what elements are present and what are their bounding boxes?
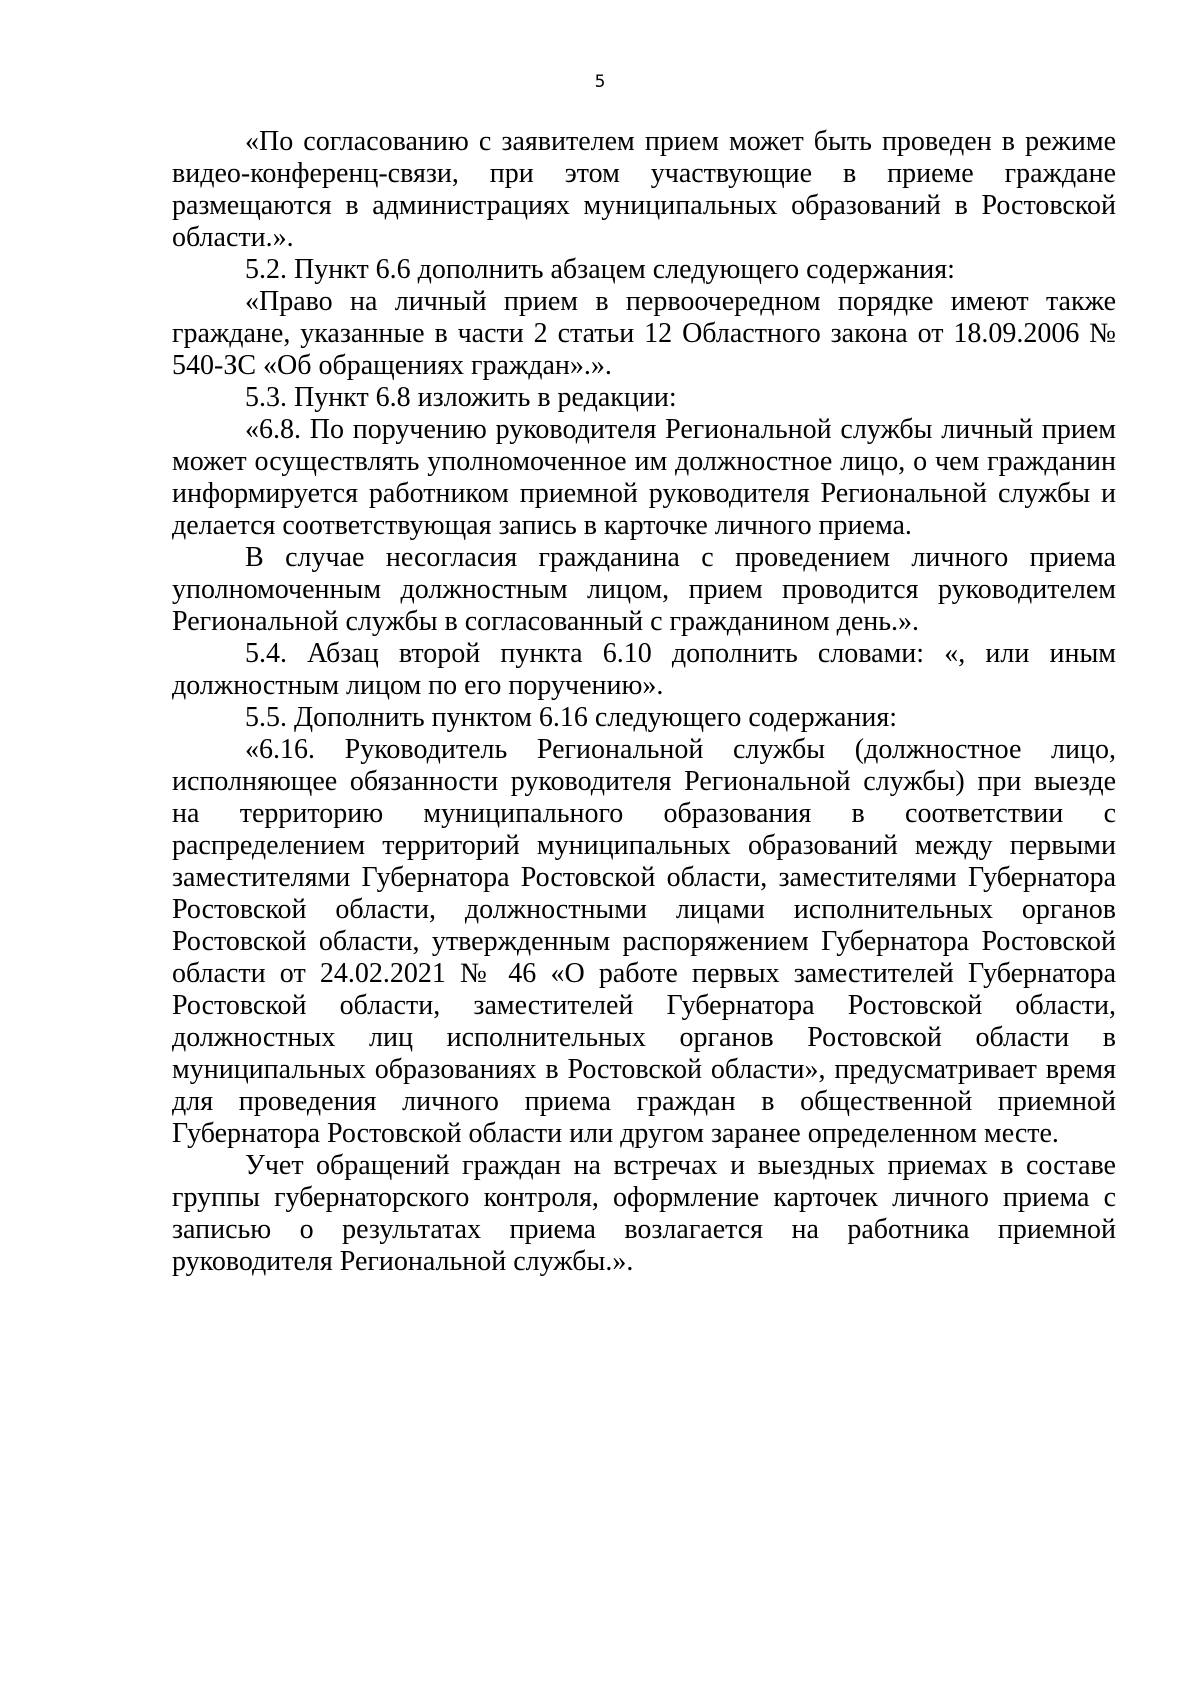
paragraph-priority-reception: «Право на личный прием в первоочередном порядке имеют также граждане, указанные в части 2 статьи 12 Областного закона от 18.09.2006 № 540-ЗС «Об обращениях граждан».». bbox=[172, 286, 1116, 381]
paragraph-6-8: «6.8. По поручению руководителя Региональной службы личный прием может осуществлять уполномоченное им должностное лицо, о чем гражданин информируется работником приемной руководителя Региональной службы и делается соответствующая запись в карточке личного приема. bbox=[172, 414, 1116, 541]
paragraph-disagreement: В случае несогласия гражданина с проведением личного приема уполномоченным должностным лицом, прием проводится руководителем Региональной службы в согласованный с гражданином день.». bbox=[172, 542, 1116, 637]
paragraph-5-5: 5.5. Дополнить пунктом 6.16 следующего содержания: bbox=[245, 702, 898, 733]
paragraph-5-3: 5.3. Пункт 6.8 изложить в редакции: bbox=[245, 382, 677, 413]
paragraph-accounting: Учет обращений граждан на встречах и выездных приемах в составе группы губернаторского контроля, оформление карточек личного приема с записью о результатах приема возлагается на работника приемной руководителя Региональной службы.». bbox=[172, 1150, 1116, 1277]
paragraph-5-4: 5.4. Абзац второй пункта 6.10 дополнить словами: «, или иным должностным лицом по его поручению». bbox=[172, 638, 1116, 701]
paragraph-5-2: 5.2. Пункт 6.6 дополнить абзацем следующего содержания: bbox=[245, 254, 955, 285]
paragraph-video-conference: «По согласованию с заявителем прием может быть проведен в режиме видео-конференц-связи, при этом участвующие в приеме граждане размещаются в администрациях муниципальных образований в Ростовской области.». bbox=[172, 126, 1116, 253]
page-number: 5 bbox=[594, 72, 606, 92]
paragraph-6-16: «6.16. Руководитель Региональной службы (должностное лицо, исполняющее обязанности руководителя Региональной службы) при выезде на территорию муниципального образования в соответствии с распределением территорий муниципальных образований между первыми заместителями Губернатора Ростовской области, заместителями Губернатора Ростовской области, должностными лицами исполнительных органов Ростовской области, утвержденным распоряжением Губернатора Ростовской области от 24.02.2021 № 46 «О работе первых заместителей Губернатора Ростовской области, заместителей Губернатора Ростовской области, должностных лиц исполнительных органов Ростовской области в муниципальных образованиях в Ростовской области», предусматривает время для проведения личного приема граждан в общественной приемной Губернатора Ростовской области или другом заранее определенном месте. bbox=[172, 734, 1116, 1149]
document-body bbox=[172, 126, 1116, 1278]
